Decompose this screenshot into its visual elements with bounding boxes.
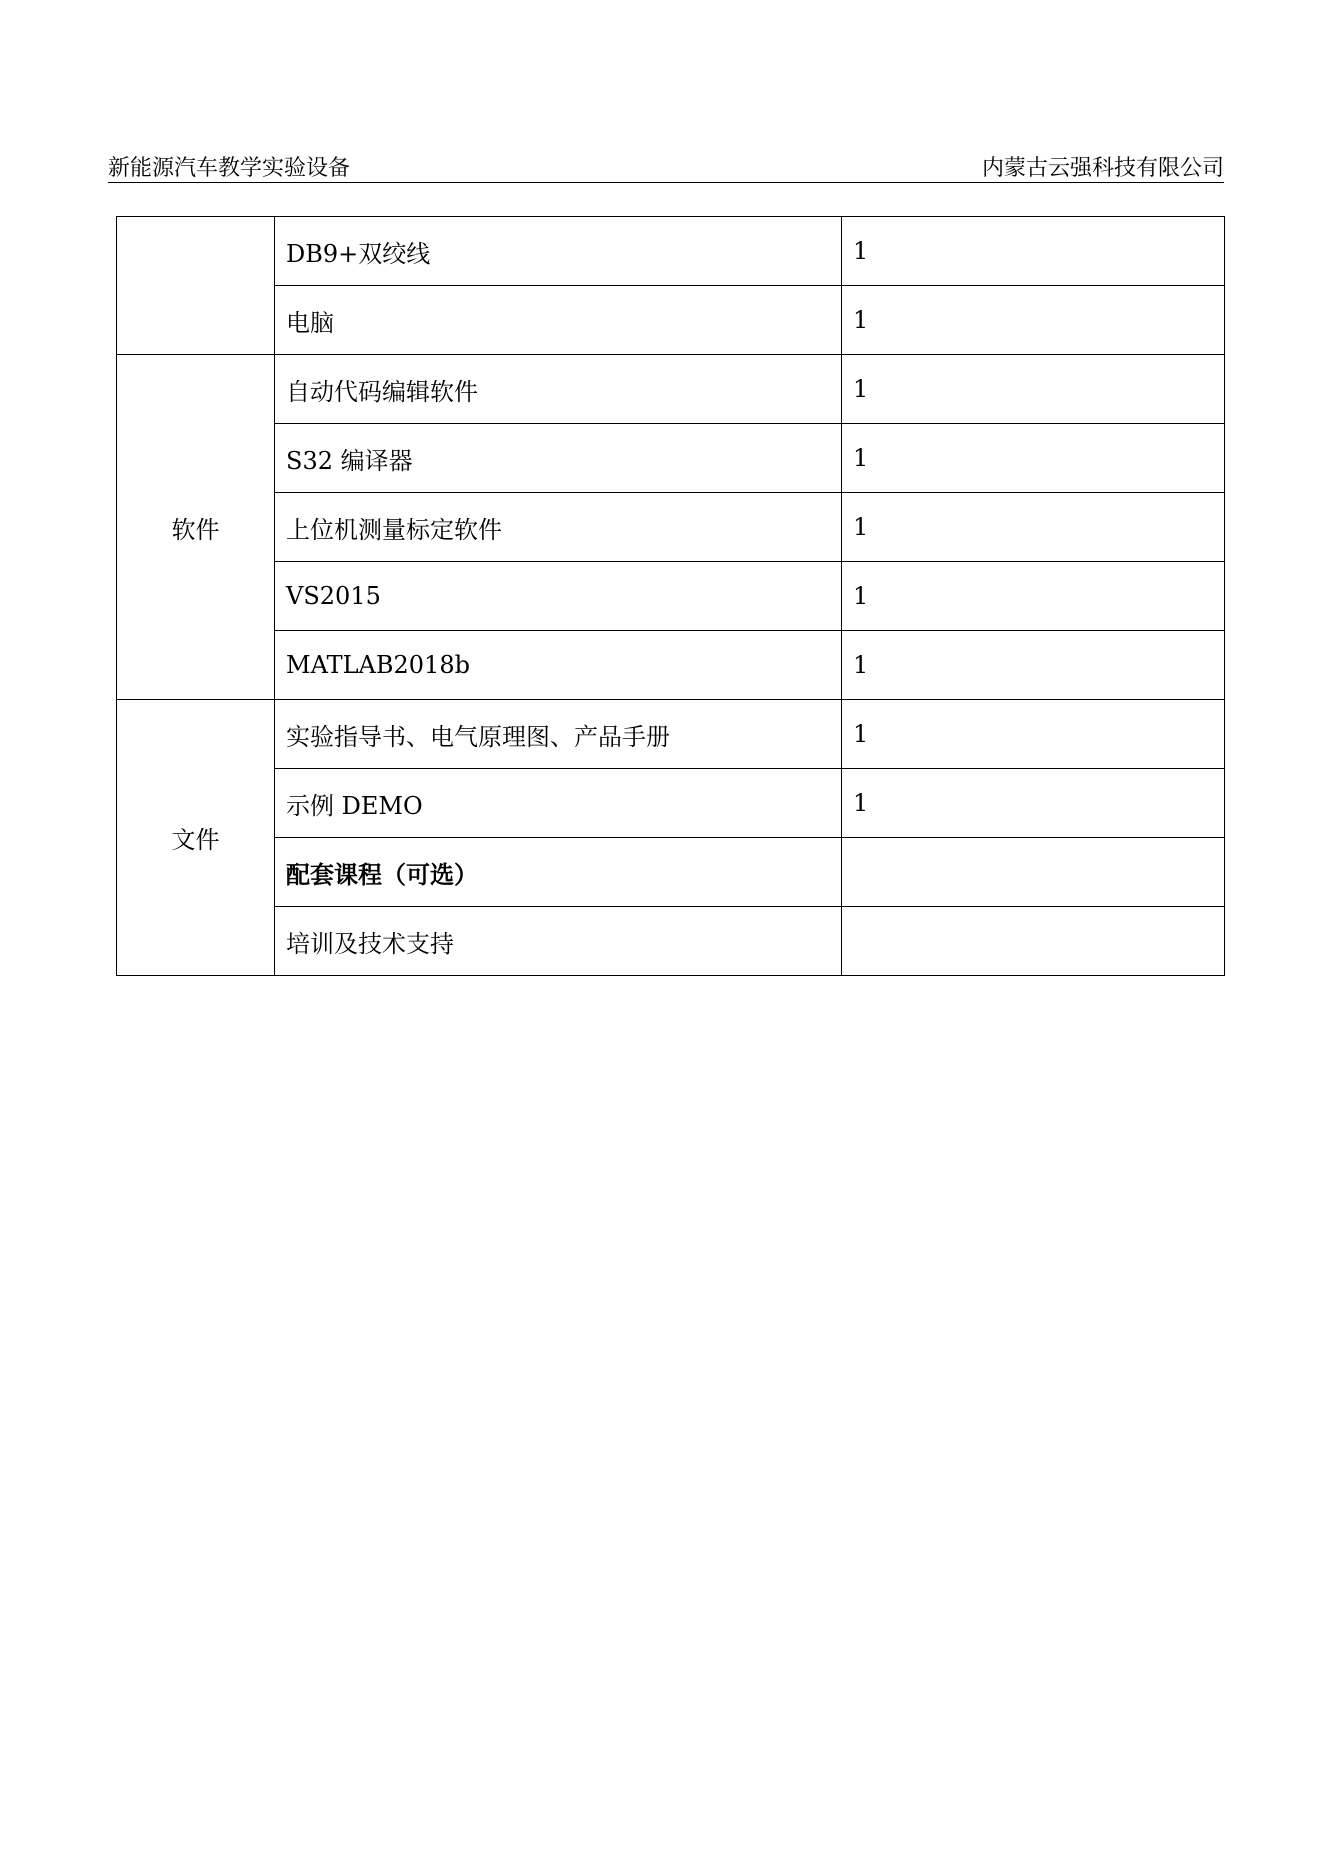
item-name-cell: VS2015 [275,562,842,631]
table-row [117,424,1225,493]
header-title: 新能源汽车教学实验设备 [108,156,351,181]
table-row [117,907,1225,976]
item-name-cell: 培训及技术支持 [275,907,842,976]
table-row [117,286,1225,355]
item-name-cell: 实验指导书、电气原理图、产品手册 [275,700,842,769]
page-header [108,156,1224,183]
item-qty-cell: 1 [842,355,1225,424]
item-name-cell: S32 编译器 [275,424,842,493]
item-qty-cell [842,838,1225,907]
table-row [117,217,1225,286]
header-company: 内蒙古云强科技有限公司 [981,156,1224,181]
item-qty-cell: 1 [842,493,1225,562]
table-row [117,493,1225,562]
item-qty-cell [842,907,1225,976]
table-row [117,769,1225,838]
item-qty-cell: 1 [842,769,1225,838]
table-body [117,217,1225,976]
item-qty-cell: 1 [842,631,1225,700]
category-cell: 软件 [117,355,275,700]
category-cell: 文件 [117,700,275,976]
table-row [117,631,1225,700]
item-name-cell: 电脑 [275,286,842,355]
item-qty-cell: 1 [842,286,1225,355]
category-cell [117,217,275,355]
item-name-cell: 示例 DEMO [275,769,842,838]
equipment-table [116,216,1225,976]
item-name-cell: MATLAB2018b [275,631,842,700]
table-row [117,355,1225,424]
item-qty-cell: 1 [842,700,1225,769]
item-name-cell: 配套课程（可选） [275,838,842,907]
table-row [117,838,1225,907]
table-row [117,700,1225,769]
item-name-cell: DB9+双绞线 [275,217,842,286]
item-qty-cell: 1 [842,217,1225,286]
table-row [117,562,1225,631]
item-qty-cell: 1 [842,562,1225,631]
item-qty-cell: 1 [842,424,1225,493]
item-name-cell: 自动代码编辑软件 [275,355,842,424]
item-name-cell: 上位机测量标定软件 [275,493,842,562]
